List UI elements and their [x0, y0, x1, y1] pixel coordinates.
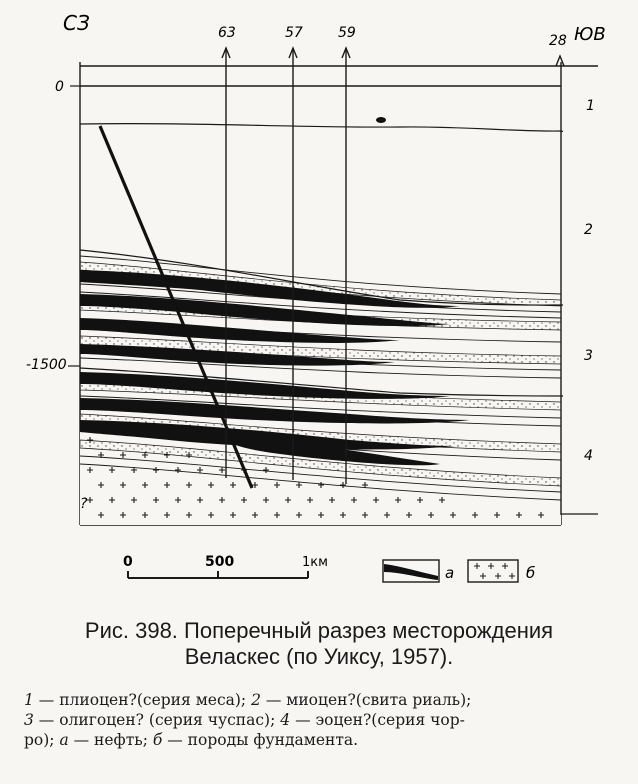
direction-se-label: ЮВ — [574, 24, 606, 45]
legend-num-a: а — [59, 731, 69, 749]
well-label-59: 59 — [338, 25, 356, 41]
lens-mark — [376, 117, 386, 123]
figure-caption — [0, 618, 638, 670]
legend-num-1: 1 — [24, 691, 34, 709]
legend-num-b: б — [152, 731, 163, 749]
legend-basement — [468, 560, 535, 582]
caption-line-1: Рис. 398. Поперечный разрез месторождения — [84, 618, 554, 643]
legend-text-5: ро); — [24, 731, 60, 749]
scale-bar — [123, 554, 328, 578]
well-28-symbol — [556, 56, 564, 66]
direction-nw-label: СЗ — [63, 11, 90, 35]
depth-label-0: 0 — [55, 79, 64, 95]
well-label-63: 63 — [218, 25, 236, 41]
legend-key-a: а — [445, 564, 455, 582]
scale-label-1km: 1км — [302, 555, 328, 570]
layer-number-1: 1 — [586, 98, 595, 114]
scale-label-500: 500 — [205, 554, 235, 570]
legend-text-3: — олигоцен? (серия чуспас); — [33, 711, 281, 729]
scale-label-0: 0 — [123, 554, 133, 570]
layer-number-4: 4 — [584, 448, 593, 464]
legend-text-1: — плиоцен?(серия меса); — [33, 691, 252, 709]
legend-text-4: — эоцен?(серия чор- — [290, 711, 465, 729]
legend-num-4: 4 — [280, 711, 291, 729]
legend-text-a: — нефть; — [68, 731, 153, 749]
legend-text-b: — породы фундамента. — [162, 731, 359, 749]
layer-number-3: 3 — [584, 348, 593, 364]
legend-key-b: б — [526, 564, 536, 582]
legend-description — [24, 690, 624, 750]
caption-line-2: Веласкес (по Уиксу, 1957). — [184, 644, 454, 669]
legend-oil — [383, 560, 454, 582]
layer-number-2: 2 — [584, 222, 593, 238]
legend-num-2: 2 — [251, 691, 261, 709]
well-label-57: 57 — [285, 25, 303, 41]
legend-text-2: — миоцен?(свита риаль); — [260, 691, 472, 709]
well-label-28: 28 — [549, 33, 567, 49]
legend-num-3: 3 — [24, 711, 34, 729]
depth-label-1500: -1500 — [26, 357, 67, 373]
boundary-1-2 — [80, 124, 598, 141]
unknown-mark: ? — [80, 496, 88, 512]
